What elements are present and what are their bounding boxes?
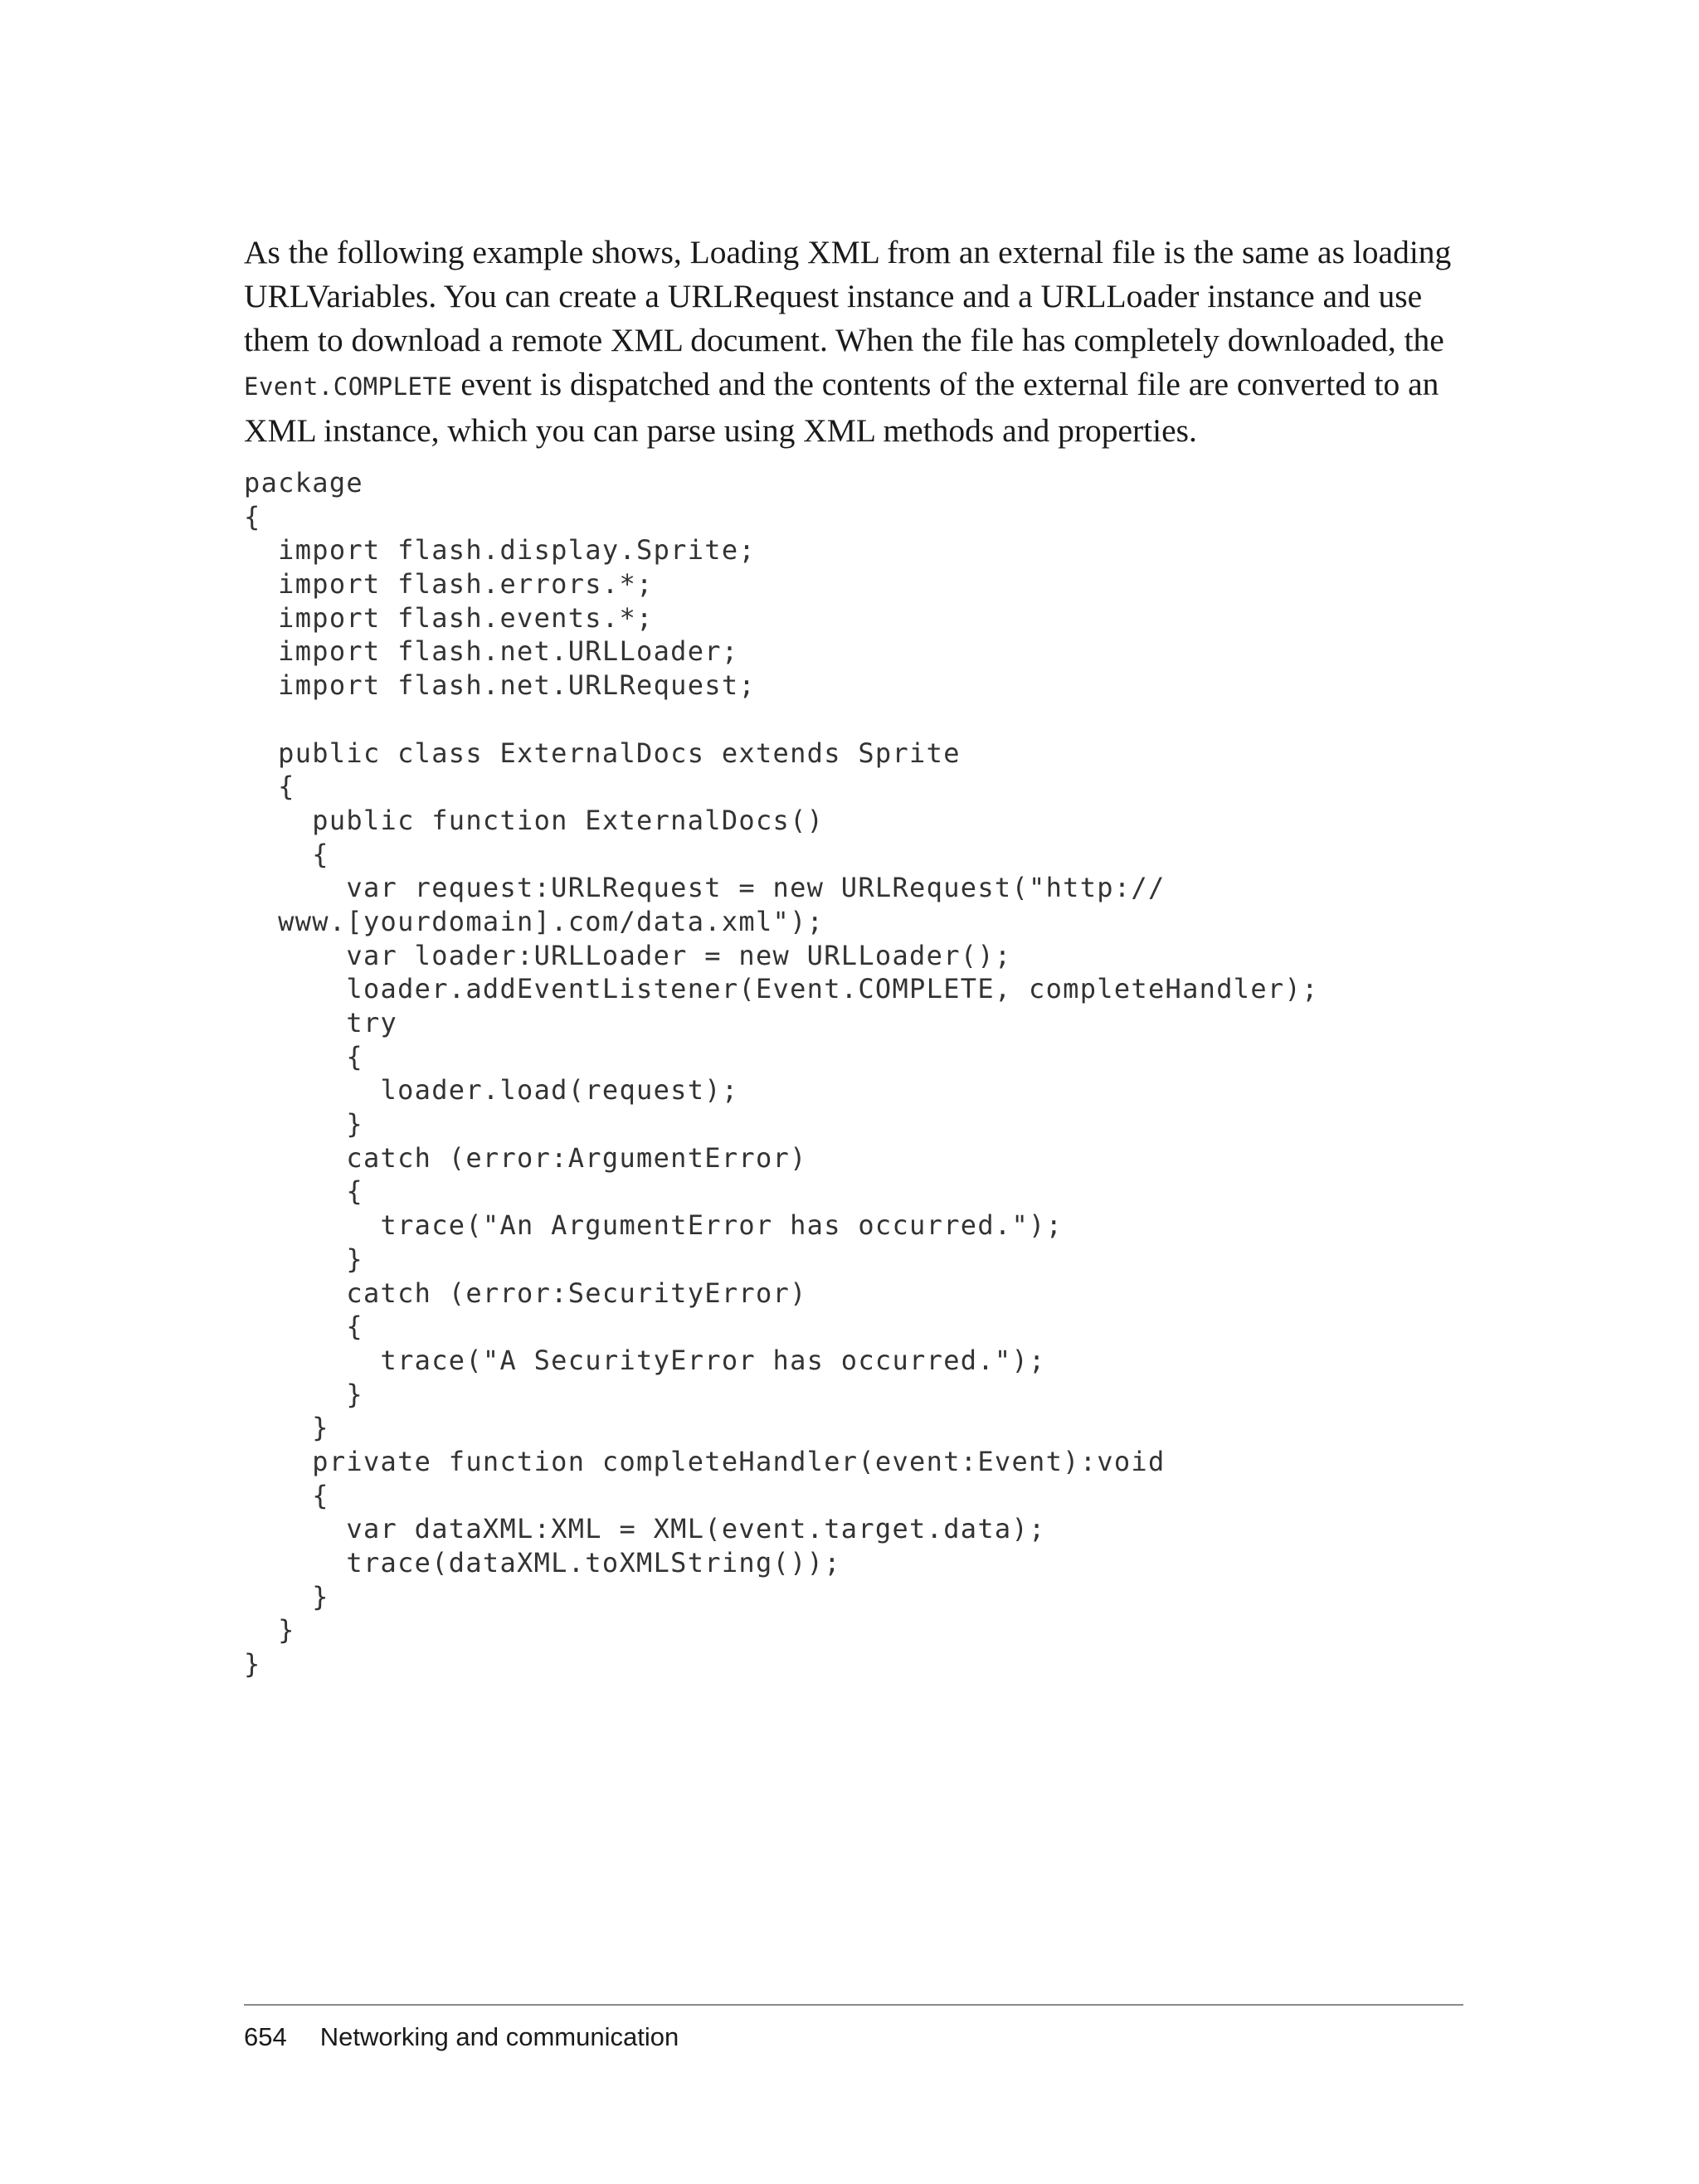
intro-line-text: event is dispatched and the contents of the external file are converted to an [452,366,1439,402]
page-footer [244,2021,679,2054]
code-line: package [244,467,363,499]
code-line: var dataXML:XML = XML(event.target.data); [244,1513,1046,1545]
code-line: try [244,1007,398,1038]
code-line: trace("An ArgumentError has occurred."); [244,1209,1064,1242]
code-line: { [244,1311,363,1343]
code-line: catch (error:SecurityError) [244,1277,807,1309]
code-line: } [244,1580,329,1612]
code-line: } [244,1614,295,1647]
code-line: } [244,1243,363,1275]
code-line: loader.load(request); [244,1074,739,1107]
intro-paragraph [244,231,1472,453]
code-line: catch (error:ArgumentError) [244,1141,807,1174]
section-title: Networking and communication [319,2022,679,2051]
code-line: } [244,1378,363,1410]
code-line: { [244,1040,363,1073]
intro-line: XML instance, which you can parse using XML methods and properties. [244,412,1197,449]
intro-line: them to download a remote XML document. When the file has completely downloaded, the [244,322,1444,358]
footer-divider [244,2004,1463,2006]
code-line: } [244,1108,363,1141]
intro-line: As the following example shows, Loading XML from an external file is the same as loading [244,234,1452,270]
code-line: var loader:URLLoader = new URLLoader(); [244,939,1012,971]
code-line: { [244,771,295,803]
code-line: www.[yourdomain].com/data.xml"); [244,905,825,937]
code-line: } [244,1412,329,1444]
code-line: { [244,500,261,533]
code-line: trace(dataXML.toXMLString()); [244,1547,841,1578]
inline-code: Event.COMPLETE [244,372,453,401]
code-line: import flash.net.URLLoader; [244,635,739,668]
code-line: var request:URLRequest = new URLRequest("http:// [244,872,1166,904]
code-line: { [244,838,329,870]
code-line: private function completeHandler(event:Event):void [244,1445,1166,1477]
code-line: loader.addEventListener(Event.COMPLETE, completeHandler); [244,973,1319,1005]
code-line: } [244,1648,261,1681]
code-line: trace("A SecurityError has occurred."); [244,1344,1046,1376]
code-line: import flash.display.Sprite; [244,534,756,567]
code-line: import flash.errors.*; [244,568,654,601]
page-number: 654 [244,2022,287,2051]
code-listing [244,466,1319,1681]
intro-line: URLVariables. You can create a URLRequest instance and a URLLoader instance and use [244,278,1423,314]
code-line: { [244,1175,363,1208]
code-line: { [244,1479,329,1511]
intro-line [244,362,1472,409]
code-line: import flash.events.*; [244,601,654,634]
code-line [244,703,1319,737]
code-line: import flash.net.URLRequest; [244,669,756,702]
code-line: public class ExternalDocs extends Sprite [244,737,961,769]
code-line: public function ExternalDocs() [244,804,825,836]
